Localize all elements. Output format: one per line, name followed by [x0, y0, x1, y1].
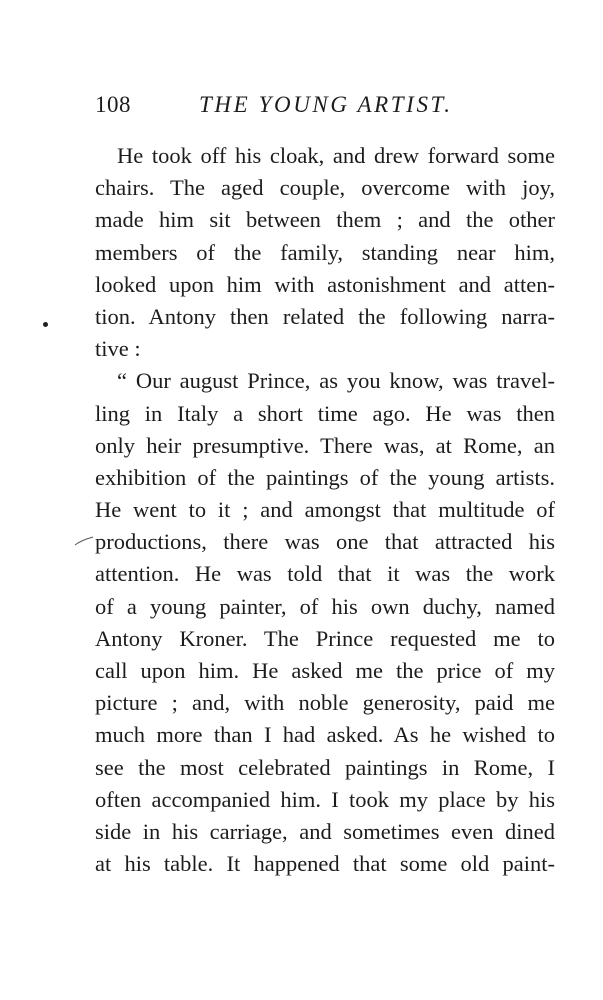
text-line: chairs. The aged couple, overcome with joy, — [95, 175, 555, 201]
text-line: He went to it ; and amongst that multitude of — [95, 497, 555, 523]
text-line: He took off his cloak, and drew forward some — [117, 143, 555, 168]
body-text — [95, 140, 555, 880]
text-line: side in his carriage, and sometimes even dined — [95, 818, 555, 844]
page-header — [95, 92, 555, 124]
margin-pencil-mark — [74, 536, 94, 546]
text-line: looked upon him with astonishment and atten- — [95, 271, 555, 297]
text-line: “ Our august Prince, as you know, was travel- — [117, 368, 555, 394]
text-line: Antony Kroner. The Prince requested me to — [95, 625, 555, 651]
text-line: only heir presumptive. There was, at Rome, an — [95, 432, 555, 458]
text-line: productions, there was one that attracted his — [95, 529, 555, 555]
running-title: THE YOUNG ARTIST. — [199, 92, 453, 117]
text-line: at his table. It happened that some old paint- — [95, 851, 555, 877]
margin-dot-mark — [43, 322, 48, 327]
page-number: 108 — [95, 92, 131, 117]
text-line: picture ; and, with noble generosity, paid me — [95, 690, 555, 716]
text-line: made him sit between them ; and the other — [95, 207, 555, 233]
text-line: exhibition of the paintings of the young artists. — [95, 464, 555, 490]
text-line: often accompanied him. I took my place by his — [95, 786, 555, 812]
text-line: tion. Antony then related the following narra- — [95, 303, 555, 329]
text-line: call upon him. He asked me the price of my — [95, 658, 555, 683]
text-line: of a young painter, of his own duchy, named — [95, 593, 555, 619]
text-line: see the most celebrated paintings in Rome, I — [95, 754, 555, 780]
text-line: attention. He was told that it was the work — [95, 561, 555, 587]
text-line: much more than I had asked. As he wished to — [95, 722, 555, 748]
text-line: tive : — [95, 336, 141, 362]
text-line: ling in Italy a short time ago. He was then — [95, 400, 555, 426]
text-line: members of the family, standing near him, — [95, 239, 555, 265]
